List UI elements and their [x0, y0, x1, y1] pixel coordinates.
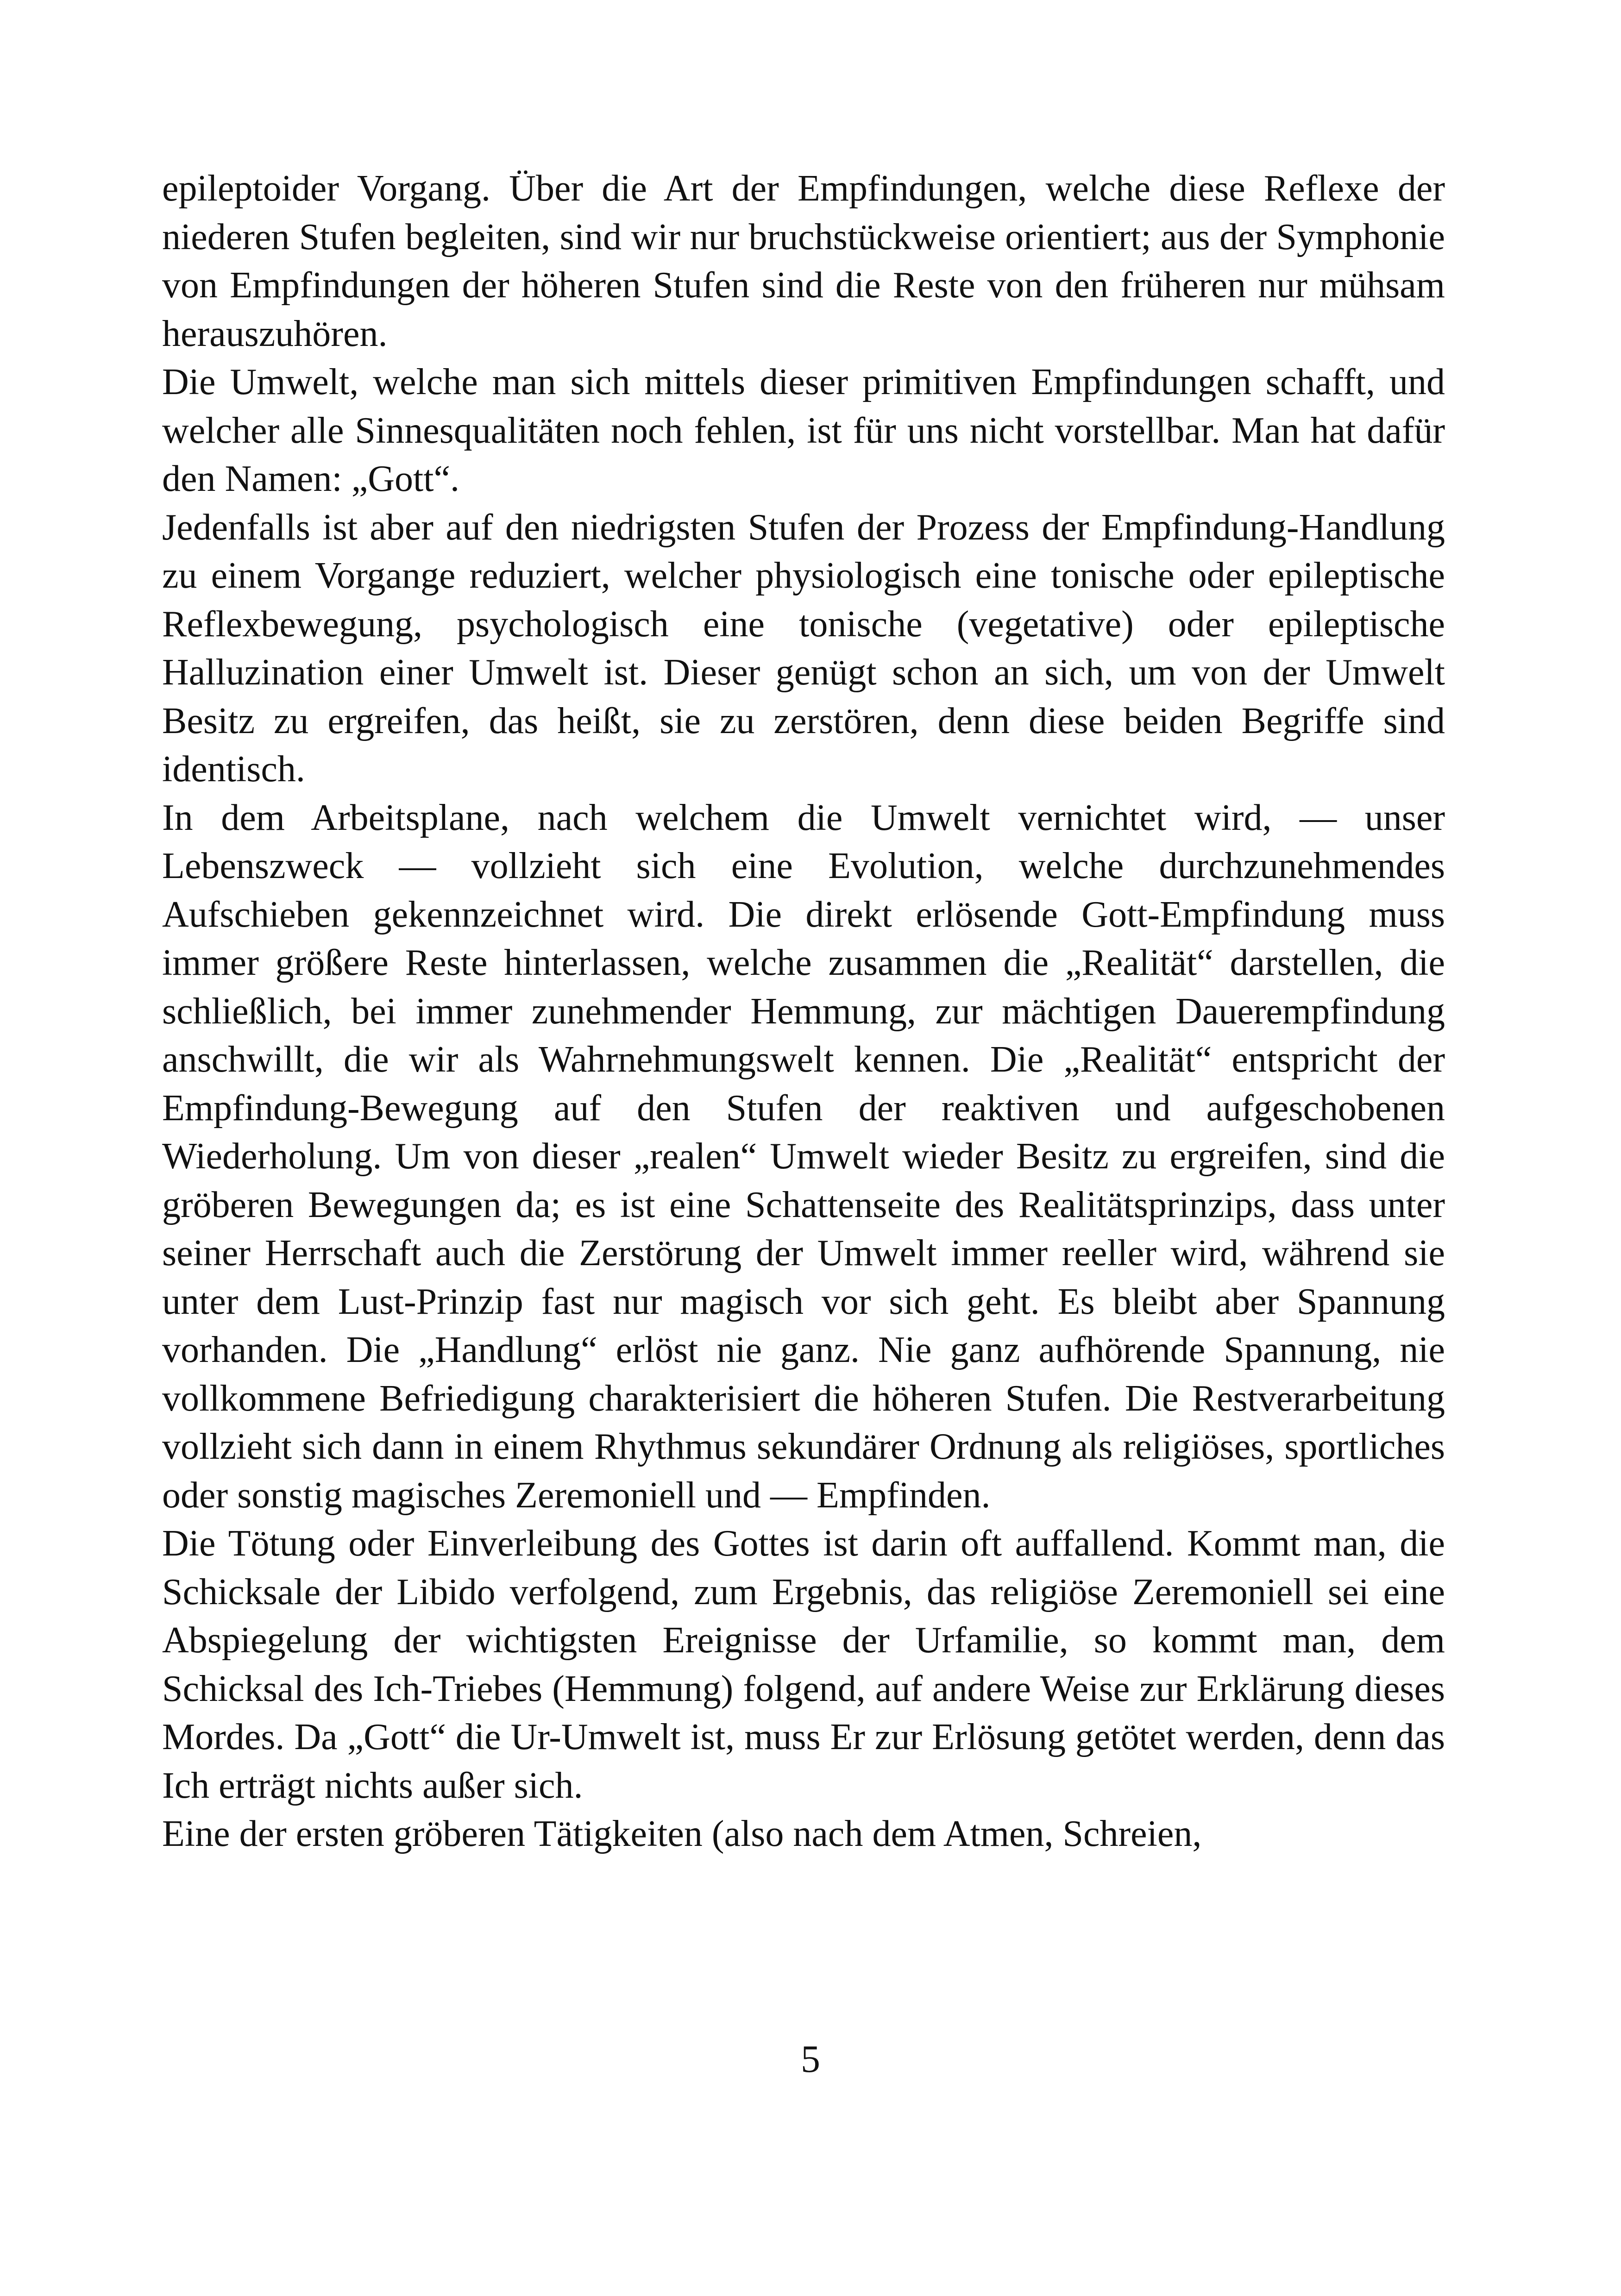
page-body [162, 164, 1445, 1858]
paragraph: Die Tötung oder Einverleibung des Gottes ist darin oft auffallend. Kommt man, die Schicksale der Libido verfolgend, zum Ergebnis, das religiöse Zeremoniell sei eine Abspiegelung der wichtigsten Ereignisse der Urfamilie, so kommt man, dem Schicksal des Ich-Triebes (Hemmung) folgend, auf andere Weise zur Erklärung dieses Mordes. Da „Gott“ die Ur-Umwelt ist, muss Er zur Erlösung getötet werden, denn das Ich erträgt nichts außer sich. [162, 1523, 1445, 1806]
paragraph: Eine der ersten gröberen Tätigkeiten (also nach dem Atmen, Schreien, [162, 1813, 1202, 1854]
paragraph: Jedenfalls ist aber auf den niedrigsten Stufen der Prozess der Empfindung-Handlung zu einem Vorgange reduziert, welcher physiologisch eine tonische oder epileptische Reflexbewegung, psychologisch eine tonische (vegetative) oder epileptische Halluzination einer Umwelt ist. Dieser genügt schon an sich, um von der Umwelt Besitz zu ergreifen, das heißt, sie zu zerstören, denn diese beiden Begriffe sind identisch. [162, 507, 1445, 790]
paragraph: In dem Arbeitsplane, nach welchem die Umwelt vernichtet wird, — unser Lebenszweck — vollzieht sich eine Evolution, welche durchzunehmendes Aufschieben gekennzeichnet wird. Die direkt erlösende Gott-Empfindung muss immer größere Reste hinterlassen, welche zusammen die „Realität“ darstellen, die schließlich, bei immer zunehmender Hemmung, zur mächtigen Dauerempfindung anschwillt, die wir als Wahrnehmungswelt kennen. Die „Realität“ entspricht der Empfindung-Bewegung auf den Stufen der reaktiven und aufgeschobenen Wiederholung. Um von dieser „realen“ Umwelt wieder Besitz zu ergreifen, sind die gröberen Bewegungen da; es ist eine Schattenseite des Realitätsprinzips, dass unter seiner Herrschaft auch die Zerstörung der Umwelt immer reeller wird, während sie unter dem Lust-Prinzip fast nur magisch vor sich geht. Es bleibt aber Spannung vorhanden. Die „Handlung“ erlöst nie ganz. Nie ganz aufhörende Spannung, nie vollkommene Befriedigung charakterisiert die höheren Stufen. Die Restverarbeitung vollzieht sich dann in einem Rhythmus sekundärer Ordnung als religiöses, sportliches oder sonstig magisches Zeremoniell und — Empfinden. [162, 797, 1445, 1516]
paragraph: epileptoider Vorgang. Über die Art der Empfindungen, welche diese Reflexe der niederen Stufen begleiten, sind wir nur bruchstückweise orientiert; aus der Symphonie von Empfindungen der höheren Stufen sind die Reste von den früheren nur mühsam herauszuhören. [162, 168, 1445, 354]
page-number: 5 [801, 2038, 820, 2081]
paragraph: Die Umwelt, welche man sich mittels dieser primitiven Empfindungen schafft, und welcher alle Sinnesqualitäten noch fehlen, ist für uns nicht vorstellbar. Man hat dafür den Namen: „Gott“. [162, 362, 1445, 499]
